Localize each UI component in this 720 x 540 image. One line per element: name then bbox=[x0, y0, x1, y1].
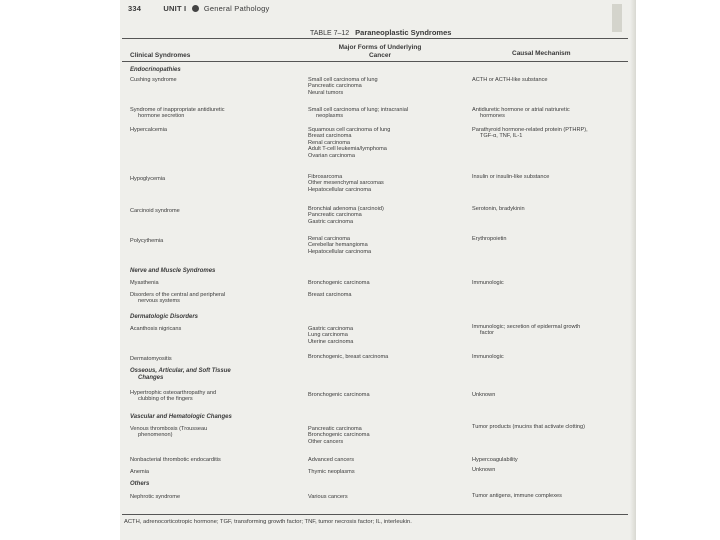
mechanism-siadh bbox=[472, 107, 632, 120]
cancer-dermatomyositis: Bronchogenic, breast carcinoma bbox=[308, 354, 389, 360]
syndrome-cns bbox=[130, 292, 305, 305]
syndrome-carcinoid: Carcinoid syndrome bbox=[130, 208, 180, 214]
mechanism-nephrotic: Tumor antigens, immune complexes bbox=[472, 493, 562, 499]
mechanism-dermatomyositis: Immunologic bbox=[472, 354, 504, 360]
syndrome-endocarditis: Nonbacterial thrombotic endocarditis bbox=[130, 457, 221, 463]
mechanism-anemia: Unknown bbox=[472, 467, 496, 473]
mechanism-hypercalcemia bbox=[472, 127, 632, 140]
cancer-myasthenia: Bronchogenic carcinoma bbox=[308, 280, 370, 286]
syndrome-line: Venous thrombosis (Trousseau bbox=[130, 426, 208, 432]
syndrome-dermatomyositis: Dermatomyositis bbox=[130, 356, 172, 362]
cancer-line: Cerebellar hemangioma bbox=[308, 242, 368, 249]
header-cancer-line2: Cancer bbox=[368, 52, 392, 59]
cancer-cns: Breast carcinoma bbox=[308, 292, 352, 298]
cancer-line: Squamous cell carcinoma of lung bbox=[308, 127, 391, 133]
mechanism-hypoglycemia: Insulin or insulin-like substance bbox=[472, 174, 550, 180]
section-vascular: Vascular and Hematologic Changes bbox=[130, 414, 232, 420]
table-name: Paraneoplastic Syndromes bbox=[355, 28, 452, 37]
cancer-line: neoplasms bbox=[316, 113, 344, 120]
syndrome-line: clubbing of the fingers bbox=[138, 396, 193, 403]
syndrome-osteoarthropathy bbox=[130, 390, 305, 403]
cancer-line: Renal carcinoma bbox=[308, 236, 350, 242]
cancer-line: Bronchial adenoma (carcinoid) bbox=[308, 206, 384, 212]
mechanism-myasthenia: Immunologic bbox=[472, 280, 504, 286]
cancer-line: Fibrosarcoma bbox=[308, 174, 343, 180]
cancer-line: Lung carcinoma bbox=[308, 332, 348, 339]
table-bottom-rule bbox=[122, 514, 628, 515]
syndrome-hypercalcemia: Hypercalcemia bbox=[130, 127, 167, 133]
cancer-line: Pancreatic carcinoma bbox=[308, 83, 362, 90]
cancer-line: Uterine carcinoma bbox=[308, 338, 354, 345]
cancer-line: Pancreatic carcinoma bbox=[308, 426, 362, 432]
mechanism-line: Parathyroid hormone-related protein (PTHRP), bbox=[472, 127, 588, 133]
cancer-line: Adult T-cell leukemia/lymphoma bbox=[308, 146, 387, 153]
syndrome-anemia: Anemia bbox=[130, 469, 149, 475]
section-others: Others bbox=[130, 481, 150, 487]
cancer-hypoglycemia bbox=[308, 174, 468, 193]
cancer-hypercalcemia bbox=[308, 127, 468, 159]
header-top-rule bbox=[122, 38, 628, 39]
syndrome-line: Syndrome of inappropriate antidiuretic bbox=[130, 107, 225, 113]
syndrome-acanthosis: Acanthosis nigricans bbox=[130, 326, 182, 332]
cancer-line: Pancreatic carcinoma bbox=[308, 212, 362, 219]
cancer-anemia: Thymic neoplasms bbox=[308, 469, 355, 475]
mechanism-line: Immunologic; secretion of epidermal growth bbox=[472, 324, 581, 330]
header-bottom-rule bbox=[122, 61, 628, 62]
syndrome-polycythemia: Polycythemia bbox=[130, 238, 164, 244]
header-underlying-cancer bbox=[320, 44, 440, 60]
cancer-line: Gastric carcinoma bbox=[308, 218, 354, 225]
scanned-page bbox=[120, 0, 636, 540]
syndrome-myasthenia: Myasthenia bbox=[130, 280, 159, 286]
syndrome-hypoglycemia: Hypoglycemia bbox=[130, 176, 166, 182]
mechanism-polycythemia: Erythropoietin bbox=[472, 236, 507, 242]
syndrome-line: phenomenon) bbox=[138, 432, 173, 439]
mechanism-cushing: ACTH or ACTH-like substance bbox=[472, 77, 548, 83]
syndrome-line: nervous systems bbox=[138, 298, 180, 305]
section-line: Osseous, Articular, and Soft Tissue bbox=[130, 368, 231, 374]
table-footnote: ACTH, adrenocorticotropic hormone; TGF, transforming growth factor; TNF, tumor necrosis factor; IL, interleukin. bbox=[124, 519, 412, 525]
mechanism-carcinoid: Serotonin, bradykinin bbox=[472, 206, 525, 212]
syndrome-nephrotic: Nephrotic syndrome bbox=[130, 494, 181, 500]
mechanism-osteoarthropathy: Unknown bbox=[472, 392, 496, 398]
cancer-line: Hepatocellular carcinoma bbox=[308, 248, 372, 255]
syndrome-cushing: Cushing syndrome bbox=[130, 77, 177, 83]
mechanism-endocarditis: Hypercoagulability bbox=[472, 457, 518, 463]
cancer-line: Ovarian carcinoma bbox=[308, 152, 355, 159]
header-causal-mechanism: Causal Mechanism bbox=[512, 50, 571, 57]
cancer-line: Other cancers bbox=[308, 438, 344, 445]
cancer-trousseau bbox=[308, 426, 468, 445]
section-line: Changes bbox=[138, 375, 164, 381]
mechanism-acanthosis bbox=[472, 324, 632, 337]
cancer-line: Hepatocellular carcinoma bbox=[308, 186, 372, 193]
syndrome-siadh bbox=[130, 107, 305, 120]
mechanism-trousseau: Tumor products (mucins that activate clotting) bbox=[472, 424, 585, 430]
cancer-line: Renal carcinoma bbox=[308, 139, 350, 146]
cancer-cushing bbox=[308, 77, 468, 96]
section-label: General Pathology bbox=[203, 4, 270, 13]
cancer-line: Other mesenchymal sarcomas bbox=[308, 180, 384, 187]
cancer-line: Gastric carcinoma bbox=[308, 326, 354, 332]
section-osseous bbox=[130, 368, 231, 382]
section-endocrinopathies: Endocrinopathies bbox=[130, 67, 181, 73]
header-clinical-syndromes: Clinical Syndromes bbox=[130, 52, 191, 59]
syndrome-trousseau bbox=[130, 426, 305, 439]
cancer-line: Bronchogenic carcinoma bbox=[308, 432, 370, 439]
cancer-line: Neural tumors bbox=[308, 89, 344, 96]
mechanism-line: hormones bbox=[480, 113, 505, 120]
cancer-acanthosis bbox=[308, 326, 468, 345]
header-cancer-line1: Major Forms of Underlying bbox=[338, 44, 422, 51]
scan-mark bbox=[612, 4, 622, 32]
page-number: 334 bbox=[128, 4, 142, 13]
table-title bbox=[310, 28, 451, 37]
section-nerve-muscle: Nerve and Muscle Syndromes bbox=[130, 268, 216, 274]
syndrome-line: Disorders of the central and peripheral bbox=[130, 292, 226, 298]
cancer-line: Small cell carcinoma of lung; intracranial bbox=[308, 107, 409, 113]
table-label: TABLE 7–12 bbox=[310, 30, 350, 37]
cancer-osteoarthropathy: Bronchogenic carcinoma bbox=[308, 392, 370, 398]
mechanism-line: Antidiuretic hormone or atrial natriuretic bbox=[472, 107, 570, 113]
cancer-carcinoid bbox=[308, 206, 468, 225]
cancer-polycythemia bbox=[308, 236, 468, 255]
cancer-endocarditis: Advanced cancers bbox=[308, 457, 355, 463]
cancer-nephrotic: Various cancers bbox=[308, 494, 348, 500]
section-dermatologic: Dermatologic Disorders bbox=[130, 314, 199, 320]
unit-label: UNIT I bbox=[163, 4, 187, 13]
running-header bbox=[128, 4, 269, 13]
mechanism-line: factor bbox=[480, 330, 494, 337]
cancer-line: Breast carcinoma bbox=[308, 133, 352, 140]
mechanism-line: TGF-α, TNF, IL-1 bbox=[480, 133, 523, 140]
cancer-line: Small cell carcinoma of lung bbox=[308, 77, 378, 83]
cancer-siadh bbox=[308, 107, 468, 120]
syndrome-line: hormone secretion bbox=[138, 113, 185, 120]
bullet-icon bbox=[192, 5, 199, 12]
syndrome-line: Hypertrophic osteoarthropathy and bbox=[130, 390, 217, 396]
